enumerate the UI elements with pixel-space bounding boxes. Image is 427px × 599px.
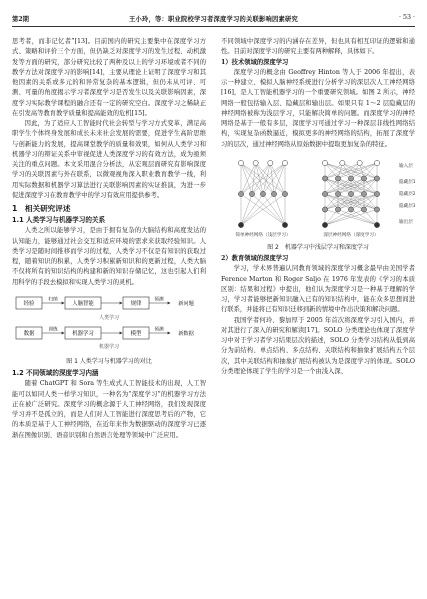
- fig1-label-human: 人类学习: [98, 314, 120, 321]
- nn-connection: [241, 163, 270, 194]
- fig2-shallow-caption: 简单神经网络（浅层学习）: [235, 232, 291, 238]
- figure-1-diagram: [12, 291, 206, 353]
- nn-neuron: [271, 191, 276, 196]
- fig1-text-data: 数据: [23, 330, 35, 337]
- nn-connection: [256, 163, 285, 194]
- section-heading: 1 相关研究评述: [12, 204, 71, 213]
- paragraph: 我国学者何玲、黎加厚于 2005 年首次将深度学习引入国内，并对其进行了深入的研究和解读[17]。SOLO 分类理论也体现了深度学习中对于学习者学习结果层次的描述，SOLO 分类学习结构从低到高分为前结构、单点结构、多点结构、关联结构和抽象扩展结构五个层次，其中关联结构和抽象扩展结构被认为是深度学习的体现。SOLO 分类理论体现了学生的学习是一个由浅入深、: [221, 316, 415, 375]
- nn-connection: [241, 163, 274, 194]
- fig1-text-predict: 预测: [154, 327, 164, 333]
- fig1-text-train: 训练: [48, 327, 58, 333]
- nn-neuron: [322, 176, 327, 181]
- nn-neuron: [374, 222, 379, 227]
- nn-neuron: [260, 191, 265, 196]
- nn-connection: [325, 209, 364, 225]
- fig1-text-new-problem: 新问题: [178, 300, 194, 307]
- nn-neuron: [348, 207, 353, 212]
- issue-number: 第2期: [12, 16, 29, 23]
- nn-neuron: [335, 207, 340, 212]
- nn-neuron: [335, 176, 340, 181]
- figure-2-caption: 图 2 机器学习中浅层学习和深度学习: [267, 244, 369, 251]
- nn-neuron: [268, 160, 273, 165]
- subsection-heading: 2）教育领域的深度学习: [221, 255, 289, 262]
- nn-neuron: [253, 160, 258, 165]
- paragraph: 因此，为了适应人工智能时代社会转型与学习方式变革，满足高职学生个体终身发展和成长未来社会发展的需要，促进学生高阶思维与创新能力的发展，提高课堂教学的质量和效果，如何从人类学习和机器学习的辩证关系中审视促进人类深度学习的有效方法，成为亟须关注的重点问题。本文采用混合分析法，从宏观层面研究有影响深度学习的关联因素与外在联系，以微观视角深入职业教育教学一线，利用实际数据和机器学习算法进行关联影响因素的实证推演，为进一步促进深度学习在教育教学中的学习有效应用提供参考。: [12, 120, 206, 199]
- paragraph: 不同领域中深度学习的内涵存在差异，但也具有相互印证的逻辑和通性。目前对深度学习的研究主要有两种解释，具体如下。: [221, 38, 415, 56]
- nn-connection: [241, 194, 252, 225]
- nn-connection: [241, 194, 263, 225]
- nn-neuron: [374, 191, 379, 196]
- left-column: [12, 37, 206, 441]
- nn-neuron: [322, 222, 327, 227]
- nn-connection: [325, 163, 338, 179]
- header-rule: [12, 26, 415, 27]
- nn-connection: [252, 194, 285, 225]
- nn-neuron: [322, 207, 327, 212]
- nn-neuron: [322, 160, 327, 165]
- nn-neuron: [238, 191, 243, 196]
- nn-neuron: [361, 207, 366, 212]
- nn-neuron: [322, 191, 327, 196]
- deep-network: [322, 160, 379, 227]
- nn-connection: [338, 209, 377, 225]
- nn-neuron: [335, 191, 340, 196]
- nn-connection: [270, 163, 274, 194]
- figure-1: [12, 291, 206, 366]
- nn-neuron: [357, 160, 362, 165]
- nn-connection: [241, 163, 256, 194]
- fig2-label-input: 输入层: [399, 163, 413, 169]
- nn-connection: [270, 163, 285, 194]
- paragraph: 人类之所以能够学习，是由于拥有复杂的大脑结构和高度发达的认知能力，能够通过社会交互和适应环境的需求来获取经验知识。人类学习是随时间推移而学习的过程，人类学习不仅是有知识的获取过程，随着知识的积累，人类学习积累新知识和的更新过程，人类大脑不仅将所有的知识结构的构建和新的知识存储记忆，这也引起人们利用科学的手段去模拟和实现人类学习的灵机。: [12, 227, 206, 286]
- nn-connection: [252, 163, 270, 194]
- nn-neuron: [374, 160, 379, 165]
- nn-neuron: [361, 191, 366, 196]
- fig2-label-hidden3: 隐藏层3: [399, 203, 415, 209]
- right-column: [221, 37, 415, 377]
- fig1-text-induce: 归纳: [48, 297, 58, 303]
- nn-connection: [241, 163, 252, 194]
- subsection-heading: 1）技术领域的深度学习: [221, 58, 289, 66]
- nn-connection: [364, 209, 377, 225]
- figure-2-diagram: [221, 153, 415, 239]
- nn-neuron: [249, 191, 254, 196]
- nn-connection: [360, 163, 377, 179]
- fig1-text-ml: 机器学习: [72, 330, 94, 337]
- nn-neuron: [361, 176, 366, 181]
- paragraph: 学习，学术界普遍认同教育领域的深度学习概念最早由美国学者 Ference Marton 和 Roger Saljo 在 1976 年发表的《学习的本质区别：结果和过程》中提出，他们认为深度学习是一种基于理解的学习，学习者能够把新知识融入已有的知识结构中，能在众多思想间进行联系，并能将已有知识迁移到新的情境中作出决策和解决问题。: [221, 265, 415, 314]
- shallow-network: [238, 160, 287, 227]
- nn-connection: [263, 194, 285, 225]
- fig1-text-brain: 人脑智能: [72, 300, 94, 307]
- page-number: · 53 ·: [398, 14, 415, 21]
- fig1-text-model: 模型: [130, 330, 142, 337]
- figure-2: [221, 153, 415, 252]
- nn-neuron: [374, 207, 379, 212]
- nn-neuron: [282, 191, 287, 196]
- running-title: 王小玲，等：职业院校学习者深度学习的关联影响因素研究: [129, 16, 298, 23]
- fig2-label-output: 输出层: [399, 219, 413, 225]
- nn-neuron: [238, 222, 243, 227]
- nn-connection: [364, 163, 377, 179]
- fig2-label-hidden1: 隐藏层1: [399, 179, 415, 185]
- subsection-heading: 1.1 人类学习与机器学习的关系: [12, 216, 106, 224]
- fig1-text-predict: 预测: [154, 297, 164, 303]
- fig1-text-new-data: 新数据: [178, 330, 194, 337]
- fig1-label-machine: 机器学习: [98, 343, 120, 350]
- nn-connection: [274, 194, 285, 225]
- running-header: [12, 14, 415, 26]
- nn-connection: [263, 163, 285, 194]
- nn-connection: [252, 163, 256, 194]
- nn-neuron: [348, 191, 353, 196]
- paragraph: 深度学习的概念由 Geoffrey Hinton 等人于 2006 年提出，表示一种建立、模拟人脑神经系统进行分析学习的深层次人工神经网络[16]，是人工智能机器学习的一个重要研究领域。如图 2 所示，神经网络一般包括输入层、隐藏层和输出层。如果只有 1～2 层隐藏层的神经网络被称为浅层学习，只能解决简单的问题。而深度学习的神经网络是基于一般有多层，深度学习可通过学习一种深层非线性网络结构，实现复杂函数逼近，模拟更多的神经网络的结构，拓展了深度学习的层次，通过神经网络从原始数据中提取更加复杂的特征。: [221, 68, 415, 148]
- nn-connection: [252, 163, 285, 194]
- fig2-deep-caption: 深层神经网络（深度学习）: [323, 232, 379, 238]
- subsection-heading: 1.2 不同领域的深度学习内涵: [12, 369, 99, 377]
- figure-1-caption: 图 1 人类学习与机器学习的对比: [66, 358, 152, 365]
- nn-connection: [325, 209, 338, 225]
- nn-neuron: [238, 160, 243, 165]
- nn-connection: [241, 163, 263, 194]
- nn-neuron: [282, 222, 287, 227]
- nn-connection: [241, 194, 274, 225]
- nn-neuron: [282, 160, 287, 165]
- paragraph: 随着 ChatGPT 和 Sora 等生成式人工智能技术的出现，人工智能可以如同人类一样学习知识，一种名为“深度学习”的机器学习方法正在被广泛研究。深度学习的概念源于人工神经网络，我们发现深度学习并不是孤立的，而是人们对人工智能进行深度思考后的产物，它的本质是基于人工神经网络，在近年来作为数据驱动的深度学习已逐渐在图像识别、语音识别和自然语言处理等领域中广泛应用。: [12, 380, 206, 439]
- nn-neuron: [348, 176, 353, 181]
- nn-connection: [256, 163, 274, 194]
- nn-connection: [274, 163, 285, 194]
- nn-neuron: [340, 160, 345, 165]
- nn-neuron: [374, 176, 379, 181]
- paragraph: 思考者，而非记忆者”[13]。目前国内的研究主要集中在深度学习方式、策略和评价三个方面，但仍缺乏对深度学习的发生过程、动机激发等方面的研究，部分研究比较了两种及以上的学习环境或者不同的教学方法对深度学习的影响[14]，主要从理论上证明了深度学习和其他因素的关系或多元的和异常复杂的基本逻辑，但仍未从可评、可测、可量的角度揭示学习者深度学习是否发生以及关联影响因素，深度学习实际教学课程的融合还有一定的研究空白。深度学习之稀缺正在引发高等教育教学质量和提高能效的危机[15]。: [12, 38, 206, 117]
- fig2-label-hidden2: 隐藏层2: [399, 191, 415, 197]
- nn-connection: [325, 163, 342, 179]
- fig1-text-rule: 规律: [130, 300, 142, 307]
- fig1-text-experience: 经验: [23, 300, 35, 307]
